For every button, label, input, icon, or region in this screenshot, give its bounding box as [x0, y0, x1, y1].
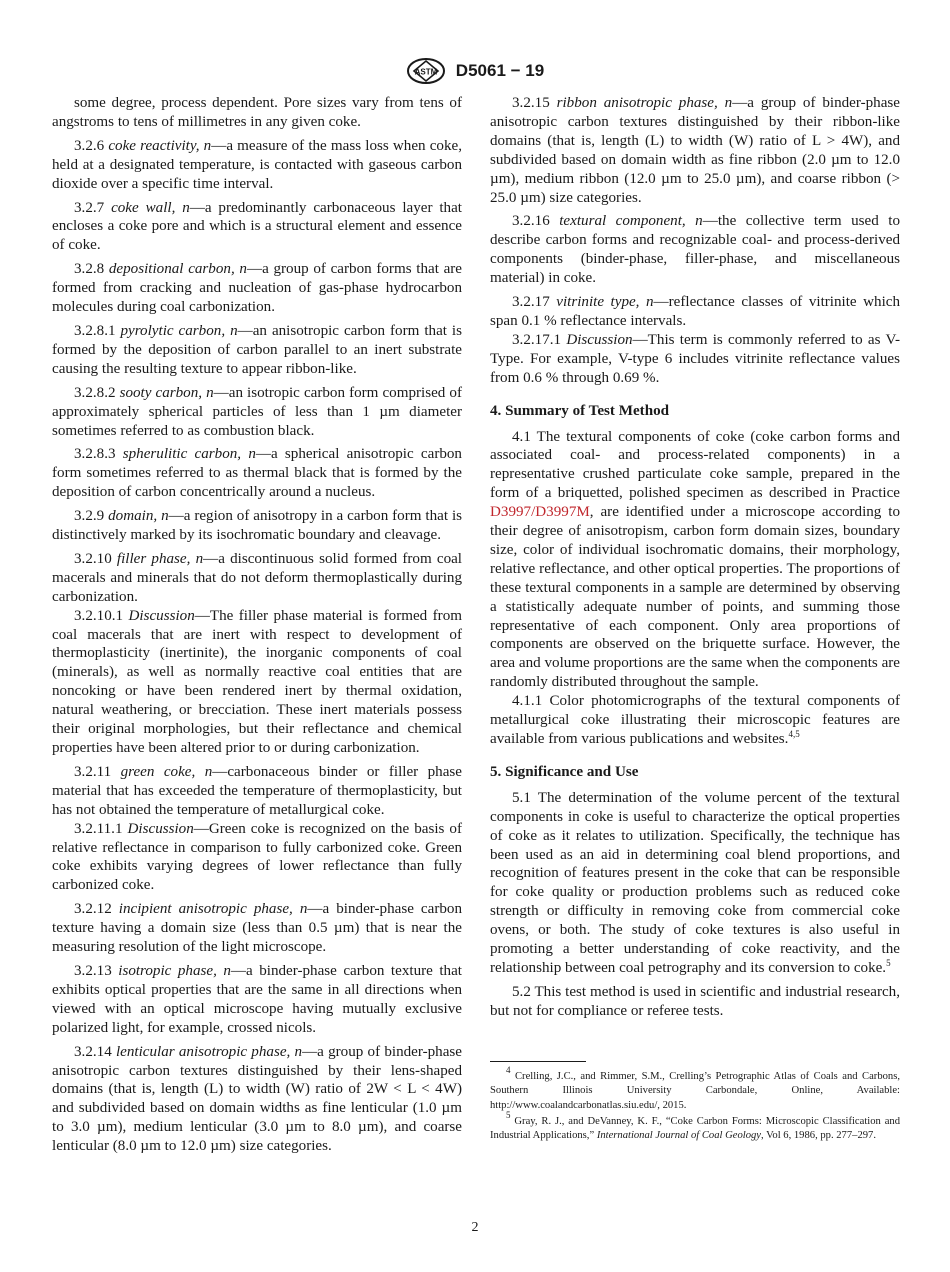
definition-3-2-8-3: 3.2.8.3 spherulitic carbon, n—a spherical anisotropic carbon form sometimes referred to as thermal black that is formed by the deposition of carbon concentrically around a nucleus. [52, 446, 462, 501]
page-header [0, 58, 950, 84]
definition-3-2-11: 3.2.11 green coke, n—carbonaceous binder or filler phase material that has exceeded the temperature of thermoplasticity, but has not obtained the temperature of metallurgical coke. [52, 763, 462, 818]
footnote-ref[interactable]: 4,5 [788, 729, 800, 739]
paragraph-5-1: 5.1 The determination of the volume percent of the textural components in coke is useful to characterize the optical properties of coke as it relates to utilization. Specifically, the technique has been used as an aid in determining coal blend proportions, and recognition of features present in the coke that can be responsible for coke quality or production problems such as reduced coke strength or difficulty in removing coke from commercial coke ovens, or both. The study of coke textures is also useful in promoting a better understanding of coke reactivity, and the relationship between coal petrography and its conversion to coke.$^5$ [490, 789, 900, 976]
discussion-3-2-17-1: 3.2.17.1 Discussion—This term is commonly referred to as V-Type. For example, V-type 6 includes vitrinite reflectance values from 0.6 % through 0.69 %. [490, 331, 900, 386]
section-heading-4: 4. Summary of Test Method [490, 402, 670, 419]
svg-text:ASTM: ASTM [414, 67, 438, 77]
definition-3-2-8: 3.2.8 depositional carbon, n—a group of carbon forms that are formed from cracking and nucleation of gas-phase hydrocarbon molecules during coal carbonization. [52, 261, 462, 316]
footnote-divider [490, 1061, 586, 1062]
footnote-ref[interactable]: 5 [886, 957, 891, 968]
definition-3-2-10: 3.2.10 filler phase, n—a discontinuous solid formed from coal macerals and minerals that do not deform thermoplastically during carbonization. [52, 550, 463, 605]
definition-3-2-14: 3.2.14 lenticular anisotropic phase, n—a group of binder-phase anisotropic carbon textures distinguished by their lens-shaped domains (that is, length (L) to width (W) ratio of 2W < L < 4W) and subdivided based on domain widths as fine lenticular (1.0 µm to 3.0 µm), medium lenticular (3.0 µm to 8.0 µm), and coarse lenticular (8.0 µm to 12.0 µm) size categories. [52, 1043, 462, 1155]
definition-3-2-17: 3.2.17 vitrinite type, n—reflectance classes of vitrinite which span 0.1 % reflectance intervals. [490, 294, 901, 329]
page-number: 2 [471, 1220, 479, 1235]
right-column [490, 94, 900, 1146]
footnote-4: $^4$ Crelling, J.C., and Rimmer, S.M., Crelling’s Petrographic Atlas of Coals and Carbons, Southern Illinois University Carbondale, Online, Available: http://www.coalandcarbonatlas.siu.edu/, 2015. [490, 1064, 900, 1111]
discussion-3-2-11-1: 3.2.11.1 Discussion—Green coke is recognized on the basis of relative reflectance in comparison to fully carbonized coke. Green coke exhibits varying degrees of lower reflectance than fully carbonized coke. [52, 820, 462, 894]
paragraph-5-2: 5.2 This test method is used in scientific and industrial research, but not for compliance or referee tests. [490, 983, 900, 1019]
definition-3-2-13: 3.2.13 isotropic phase, n—a binder-phase carbon texture that exhibits optical properties that are the same in all directions when viewed with an optical microscope having mutually exclusive polarized light, for example, crossed nicols. [52, 962, 462, 1036]
definition-3-2-16: 3.2.16 textural component, n—the collective term used to describe carbon forms and recognizable coal- and process-derived components (binder-phase, filler-phase, and miscellaneous material) in coke. [490, 213, 900, 287]
definition-3-2-8-1: 3.2.8.1 pyrolytic carbon, n—an anisotropic carbon form that is formed by the deposition of carbon parallel to an inert substrate causing the resulting texture to appear ribbon-like. [52, 322, 463, 377]
paragraph-4-1-1: 4.1.1 Color photomicrographs of the textural components of metallurgical coke illustrating their microscopic features are available from various publications and websites.$^{4,5}$ [490, 693, 900, 747]
definition-3-2-9: 3.2.9 domain, n—a region of anisotropy in a carbon form that is distinctively marked by its isochromatic boundary and cleavage. [52, 508, 463, 544]
document-designation: D5061 − 19 [455, 61, 545, 80]
section-heading-5: 5. Significance and Use [490, 763, 639, 780]
definition-3-2-6: 3.2.6 coke reactivity, n—a measure of the mass loss when coke, held at a designated temperature, is contacted with gaseous carbon dioxide over a specific time interval. [52, 137, 462, 192]
astm-logo-icon [406, 58, 446, 84]
discussion-3-2-10-1: 3.2.10.1 Discussion—The filler phase material is formed from coal macerals that are inert with respect to development of thermoplasticity (inertinite), the inorganic components of coal (minerals), as well as normally reactive coal entities that are noncoking or have been rendered inert by thermal oxidation, natural weathering, or brecciation. These inert materials possess their original morphologies, but their reflectance and chemical properties have been altered prior to or during carbonization. [52, 607, 462, 756]
paragraph: some degree, process dependent. Pore sizes vary from tens of angstroms to tens of millimetres in any given coke. [52, 95, 462, 130]
definition-3-2-12: 3.2.12 incipient anisotropic phase, n—a binder-phase carbon texture having a domain size (less than 0.5 µm) that is near the measuring resolution of the light microscope. [52, 901, 462, 956]
footnote-5: $^5$ Gray, R. J., and DeVanney, K. F., “Coke Carbon Forms: Microscopic Classification and Industrial Applications,” International Journal of Coal Geology, Vol 6, 1986, pp. 277–297. [490, 1109, 900, 1142]
definition-3-2-8-2: 3.2.8.2 sooty carbon, n—an isotropic carbon form comprised of approximately spherical particles of less than 1 µm diameter sometimes referred to as combustion black. [52, 384, 462, 439]
definition-3-2-15: 3.2.15 ribbon anisotropic phase, n—a group of binder-phase anisotropic carbon textures distinguished by their ribbon-like domains (that is, length (L) to width (W) ratio of L > 4W), and subdivided based on domain width as fine ribbon (2.0 µm to 12.0 µm), medium ribbon (12.0 µm to 25.0 µm), and coarse ribbon (> 25.0 µm) size categories. [490, 95, 900, 206]
definition-3-2-7: 3.2.7 coke wall, n—a predominantly carbonaceous layer that encloses a coke pore and which is a structural element and essence of coke. [52, 199, 462, 254]
paragraph-4-1: 4.1 The textural components of coke (coke carbon forms and associated coal- and process-related components) in a representative crushed particulate coke sample, prepared in the form of a briquetted, polished specimen as described in Practice D3997/D3997M, are identified under a microscope according to their degree of anisotropism, carbon form domain sizes, boundary size, color of individual isochromatic domains, their morphology, relative reflectance, and other optical properties. The proportions of these textural components in a sample are determined by observing a statistically adequate number of points, and summing those representative of each component. Only area proportions of components are observed on the briquette surface. However, the area and volume proportions are the same when the components are randomly distributed throughout the sample. [490, 428, 900, 691]
left-column [52, 94, 462, 1161]
link-d3997[interactable]: D3997/D3997M [490, 504, 590, 521]
